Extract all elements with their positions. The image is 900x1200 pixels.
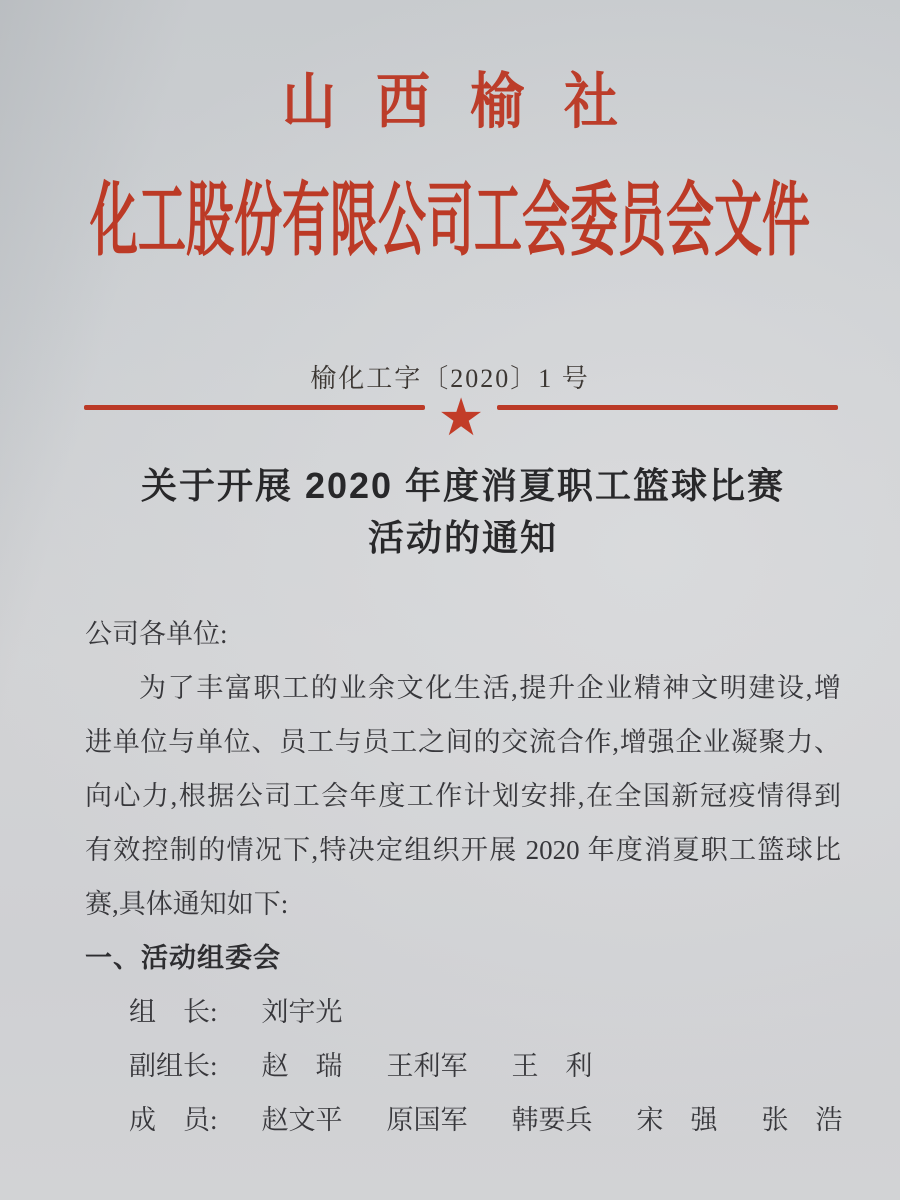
committee-row (85, 985, 841, 1039)
committee-name: 刘宇光 (261, 997, 343, 1027)
doc-title-line-1: 关于开展 2020 年度消夏职工篮球比赛 (140, 465, 786, 506)
document-body (85, 607, 841, 1147)
committee-name: 张 浩 (761, 1105, 843, 1135)
committee-name: 韩要兵 (511, 1105, 593, 1135)
committee-name: 王利军 (386, 1051, 468, 1081)
red-rule (84, 388, 838, 448)
star-icon: ★ (437, 388, 485, 448)
doc-title (85, 460, 841, 564)
red-rule-left-segment (84, 405, 425, 410)
committee-name: 王 利 (511, 1051, 593, 1081)
committee-row (85, 1039, 841, 1093)
paragraph-line: 进单位与单位、员工与员工之间的交流合作,增强企业凝聚力、 (85, 727, 841, 757)
paragraph-line: 赛,具体通知如下: (85, 889, 289, 919)
red-rule-right-segment (497, 405, 838, 410)
org-name-line-1: 山西榆社 (282, 68, 658, 136)
doc-title-line-2: 活动的通知 (367, 517, 558, 558)
committee-name: 赵 瑞 (261, 1051, 343, 1081)
section-heading: 一、活动组委会 (85, 943, 281, 973)
salutation: 公司各单位: (85, 619, 228, 649)
committee-row (85, 1093, 841, 1147)
committee-rows (85, 985, 841, 1147)
committee-label: 副组长: (129, 1051, 218, 1081)
committee-name: 原国军 (386, 1105, 468, 1135)
paragraph-line: 为了丰富职工的业余文化生活,提升企业精神文明建设,增 (139, 673, 841, 703)
committee-name: 宋 强 (636, 1105, 718, 1135)
committee-name: 赵文平 (261, 1105, 343, 1135)
org-name-line-2: 化工股份有限公司工会委员会文件 (89, 177, 810, 267)
doc-number: 榆化工字〔2020〕1 号 (310, 364, 590, 393)
committee-label: 组 长: (129, 997, 218, 1027)
committee-label: 成 员: (129, 1105, 218, 1135)
paragraph-line: 向心力,根据公司工会年度工作计划安排,在全国新冠疫情得到 (85, 781, 841, 811)
paragraph-line: 有效控制的情况下,特决定组织开展 2020 年度消夏职工篮球比 (85, 835, 841, 865)
